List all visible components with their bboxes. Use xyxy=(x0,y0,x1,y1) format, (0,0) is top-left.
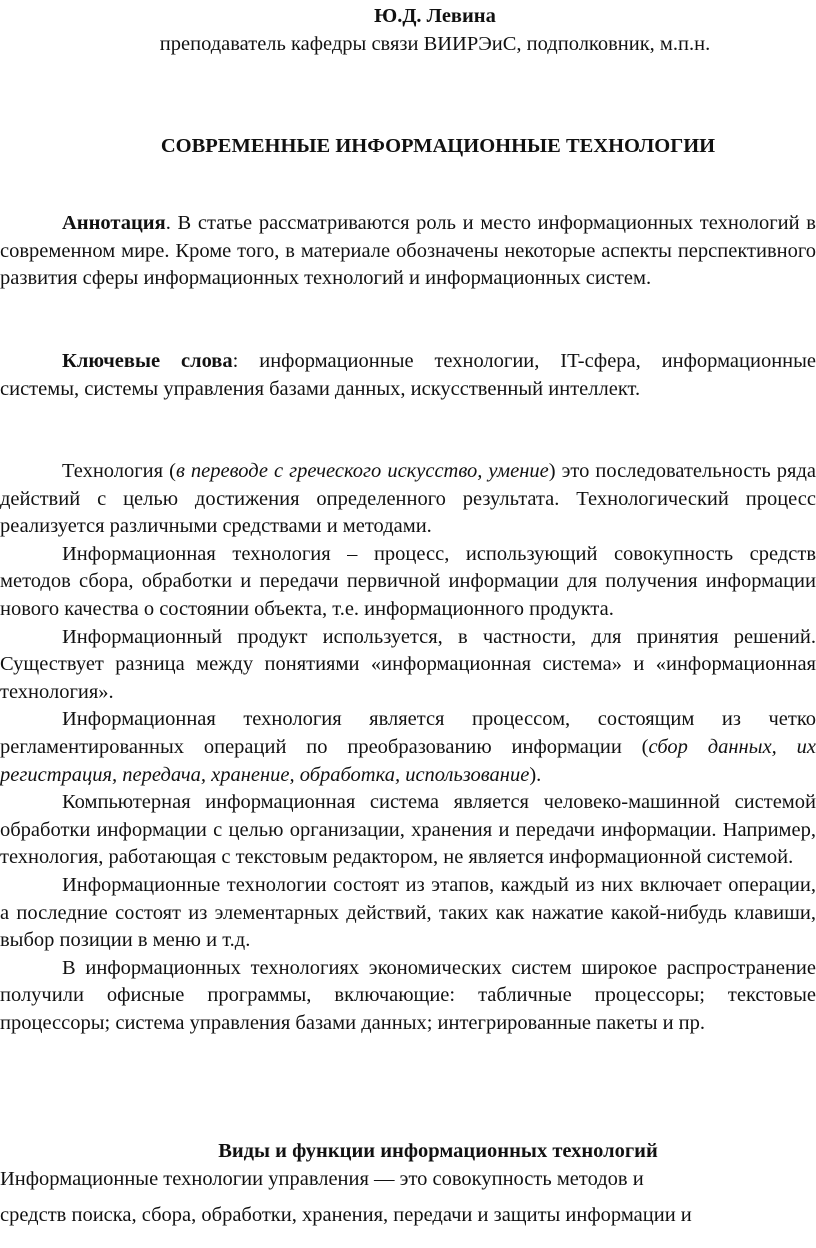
annotation-block xyxy=(0,210,816,293)
keywords-paragraph xyxy=(0,348,816,403)
paragraph-office-programs: В информационных технологиях экономических систем широкое распространение получили офисные программы, включающие: табличные процессоры; текстовые процессоры; система управления базами данных; интегрированные пакеты и пр. xyxy=(0,956,816,1034)
paragraph-text: Информационная технология является процессом, состоящим из четко регламентированных операций по преобразованию информации ( xyxy=(0,708,816,758)
paragraph-text: Технология ( xyxy=(62,460,176,482)
paragraph-info-technology: Информационная технология – процесс, использующий совокупность средств методов сбора, обработки и передачи первичной информации для получения информации нового качества о состоянии объекта, т.е. информационного продукта. xyxy=(0,542,816,620)
paragraph-technology xyxy=(0,458,816,541)
paragraph-text: ) это последовательность ряда действий с целью достижения определенного результата. Технологический процесс реализуется различными средствами и методами. xyxy=(0,460,816,538)
section-line-2: средств поиска, сбора, обработки, хранения, передачи и защиты информации и xyxy=(0,1204,692,1226)
section-line-1: Информационные технологии управления — это совокупность методов и xyxy=(0,1168,644,1190)
paragraph-info-product: Информационный продукт используется, в частности, для принятия решений. Существует разница между понятиями «информационная система» и «информационная технология». xyxy=(0,625,816,703)
keywords-text: : информационные технологии, IT-сфера, информационные системы, системы управления базами данных, искусственный интеллект. xyxy=(0,350,816,400)
paragraph-italic: в переводе с греческого искусство, умение xyxy=(175,460,549,482)
keywords-label: Ключевые слова xyxy=(62,350,233,372)
article-title: СОВРЕМЕННЫЕ ИНФОРМАЦИОННЫЕ ТЕХНОЛОГИИ xyxy=(160,135,716,157)
paragraph-computer-system: Компьютерная информационная система является человеко-машинной системой обработки информации с целью организации, хранения и передачи информации. Например, технология, работающая с текстовым редактором, не является информационной системой. xyxy=(0,791,816,869)
paragraph-text: ). xyxy=(529,763,542,786)
annotation-label: Аннотация xyxy=(62,212,166,234)
paragraph-process xyxy=(0,706,816,789)
annotation-text: . В статье рассматриваются роль и место информационных технологий в современном мире. Кроме того, в материале обозначены некоторые аспекты перспективного развития сферы информационных технологий и информационных систем. xyxy=(0,212,816,290)
annotation-paragraph xyxy=(0,210,816,293)
keywords-block xyxy=(0,348,816,403)
author-name: Ю.Д. Левина xyxy=(374,5,496,27)
paragraph-italic: сбор данных, их регистрация, передача, хранение, обработка, использование xyxy=(0,735,816,786)
author-position: преподаватель кафедры связи ВИИРЭиС, подполковник, м.п.н. xyxy=(159,33,711,55)
paragraph-stages: Информационные технологии состоят из этапов, каждый из них включает операции, а последние состоят из элементарных действий, таких как нажатие какой-нибудь клавиши, выбор позиции в меню и т.д. xyxy=(0,873,816,952)
body-text xyxy=(0,458,816,1037)
section-heading: Виды и функции информационных технологий xyxy=(218,1140,658,1162)
